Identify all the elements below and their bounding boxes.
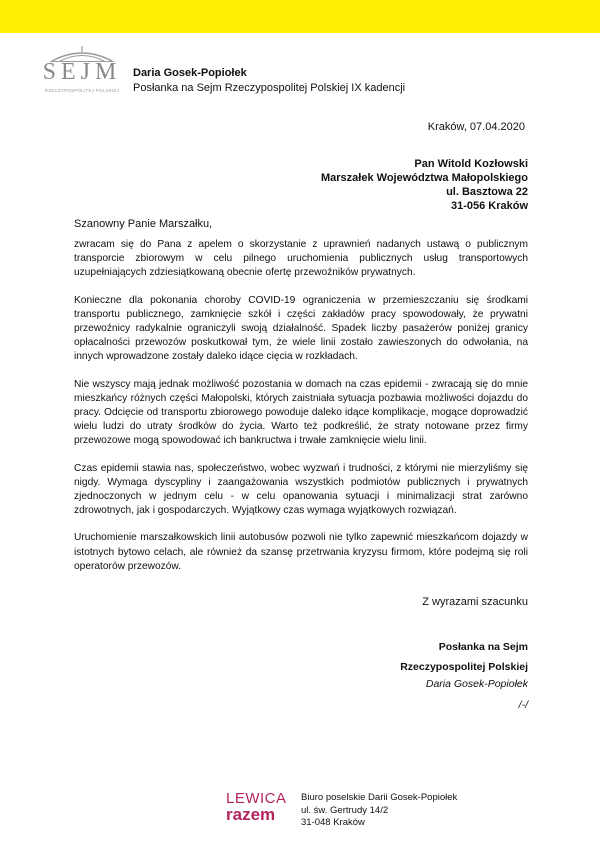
author-title: Posłanka na Sejm Rzeczypospolitej Polskiej IX kadencji [133, 82, 406, 94]
office-city: 31-048 Kraków [301, 817, 365, 828]
signature-name: Daria Gosek-Popiołek [425, 678, 528, 690]
office-name: Biuro poselskie Darii Gosek-Popiołek [301, 792, 458, 803]
paragraph-5: Uruchomienie marszałkowskich linii autobusów pozwoli nie tylko zapewnić mieszkańcom dojazdy w istotnych bytowo celach, ale również da szansę przetrwania kryzysu firmom, które podejmą się roli operatorów przewozów. [74, 532, 528, 572]
paragraph-4: Czas epidemii stawia nas, społeczeństwo, wobec wyzwań i trudności, z którymi nie mierzyliśmy się nigdy. Wymaga dyscypliny i zaangażowania wszystkich podmiotów publicznych i prywatnych zjednoczonych w jednym celu - w celu opanowania sytuacji i minimalizacji strat zarówno zdrowotnych, jak i gospodarczych. Wyjątkowy czas wymaga wyjątkowych rozwiązań. [74, 462, 528, 517]
top-highlight-bar [0, 0, 600, 33]
office-street: ul. św. Gertrudy 14/2 [301, 804, 389, 816]
signature-line-1: Posłanka na Sejm [438, 641, 528, 653]
author-block [133, 66, 405, 96]
lewica-logo-line-2: razem [226, 805, 276, 824]
paragraph-1: zwracam się do Pana z apelem o skorzystanie z uprawnień nadanych ustawą o publicznym transporcie zbiorowym w celu pilnego uruchomienia publicznych usług transportowych uzupełniających zdziesiątkowaną obecnie ofertę przewoźników prywatnych. [74, 239, 528, 279]
addressee-city: 31-056 Kraków [450, 200, 528, 212]
addressee-title: Marszałek Województwa Małopolskiego [320, 172, 528, 184]
paragraph-3: Nie wszyscy mają jednak możliwość pozostania w domach na czas epidemii - zwracają się do mnie mieszkańcy różnych części Małopolski, których zaistniała sytuacja pozbawia możliwości dojazdu do pracy. Odcięcie od transportu zbiorowego powoduje daleko idące komplikacje, mogące doprowadzić wielu ludzi do utraty środków do życia. Warto też podkreślić, że straty notowane przez firmy przewozowe mogą spowodować ich bankructwa i trwałe zamknięcie wielu linii. [74, 378, 528, 447]
salutation: Szanowny Panie Marszałku, [74, 218, 213, 230]
letter-page [0, 33, 600, 847]
author-name: Daria Gosek-Popiołek [133, 67, 247, 79]
sejm-logo-word: SEJM [42, 59, 122, 85]
signature-mark: /-/ [518, 699, 528, 711]
letter-body [74, 238, 528, 587]
paragraph-2: Konieczne dla pokonania choroby COVID-19 ograniczenia w przemieszczaniu się środkami transportu publicznego, zamknięcie szkół i części zakładów pracy spowodowały, że prywatni przewoźnicy radykalnie ograniczyli swoją działalność. Spadek liczby pasażerów poniżej granicy opłacalności przewozów poskutkował tym, że wiele linii zostało zawieszonych do odwołania, na innych wprowadzone zostały daleko idące cięcia w rozkładach. [74, 294, 528, 363]
lewica-logo-line-1: LEWICA [226, 790, 287, 807]
sejm-logo-subtitle: RZECZYPOSPOLITEJ POLSKIEJ [44, 88, 120, 93]
signature-line-2: Rzeczypospolitej Polskiej [400, 661, 528, 673]
office-address [301, 792, 457, 830]
addressee-name: Pan Witold Kozłowski [414, 158, 528, 170]
addressee-block [321, 157, 528, 213]
letter-date: Kraków, 07.04.2020 [427, 121, 525, 133]
signature-title [400, 637, 528, 677]
sejm-logo [42, 43, 122, 103]
closing-phrase: Z wyrazami szacunku [422, 596, 528, 608]
addressee-street: ul. Basztowa 22 [446, 186, 528, 198]
lewica-razem-logo [226, 791, 288, 827]
